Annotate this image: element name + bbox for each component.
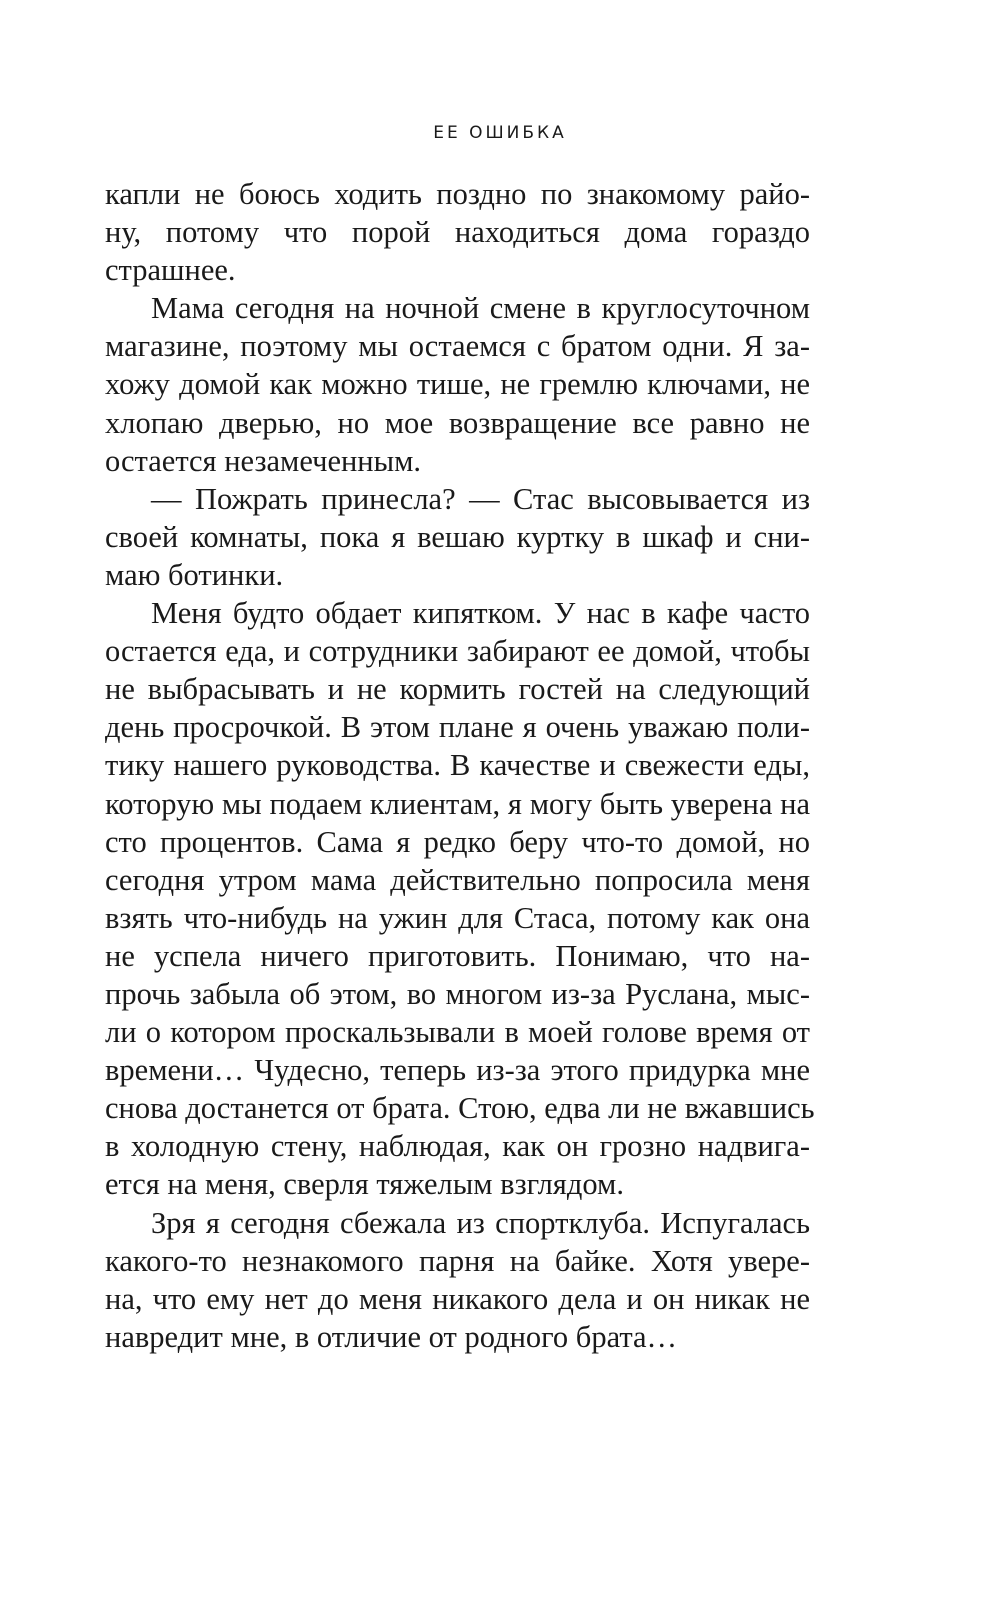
text-line: день просрочкой. В этом плане я очень уважаю поли-	[105, 710, 810, 745]
text-line: в холодную стену, наблюдая, как он грозно надвига-	[105, 1129, 810, 1164]
text-line: маю ботинки.	[105, 557, 284, 592]
text-line: взять что-нибудь на ужин для Стаса, потому как она	[105, 900, 810, 935]
text-line: навредит мне, в отличие от родного брата…	[105, 1319, 678, 1354]
text-line: остается незамеченным.	[105, 443, 422, 478]
text-line: сегодня утром мама действительно попросила меня	[105, 862, 810, 897]
text-line: своей комнаты, пока я вешаю куртку в шкаф и сни-	[105, 519, 810, 554]
text-line: ется на меня, сверля тяжелым взглядом.	[105, 1167, 624, 1202]
text-line: сто процентов. Сама я редко беру что-то домой, но	[105, 824, 810, 859]
paragraph-5	[105, 1204, 810, 1356]
paragraph-4	[105, 594, 815, 1204]
text-line: ну, потому что порой находиться дома гораздо	[105, 215, 810, 250]
text-line: ли о котором проскальзывали в моей голове время от	[105, 1015, 810, 1050]
text-line: тику нашего руководства. В качестве и свежести еды,	[105, 748, 810, 783]
text-line: не выбрасывать и не кормить гостей на следующий	[105, 672, 810, 707]
text-line: Мама сегодня на ночной смене в круглосуточном	[151, 291, 810, 326]
text-line: времени… Чудесно, теперь из-за этого придурка мне	[105, 1053, 810, 1088]
text-line: какого-то незнакомого парня на байке. Хотя увере-	[105, 1243, 810, 1278]
running-head-title: ЕЕ ОШИБКА	[433, 123, 567, 143]
text-line: Меня будто обдает кипятком. У нас в кафе часто	[151, 596, 810, 631]
text-line: магазине, поэтому мы остаемся с братом одни. Я за-	[105, 329, 810, 364]
text-line: хожу домой как можно тише, не гремлю ключами, не	[105, 367, 810, 402]
text-line: не успела ничего приготовить. Понимаю, что на-	[105, 938, 810, 973]
text-line: остается еда, и сотрудники забирают ее домой, чтобы	[105, 634, 810, 669]
text-line: капли не боюсь ходить поздно по знакомому райо-	[105, 177, 810, 211]
body-text	[105, 175, 815, 1356]
paragraph-1	[105, 175, 810, 289]
text-line: снова достанется от брата. Стою, едва ли не вжавшись	[105, 1091, 815, 1126]
text-line: страшнее.	[105, 253, 236, 288]
paragraph-2	[105, 289, 810, 479]
text-line: — Пожрать принесла? — Стас высовывается из	[151, 481, 810, 516]
text-line: которую мы подаем клиентам, я могу быть уверена на	[105, 786, 810, 821]
paragraph-3	[105, 480, 810, 594]
text-line: на, что ему нет до меня никакого дела и он никак не	[105, 1281, 810, 1316]
text-line: хлопаю дверью, но мое возвращение все равно не	[105, 405, 810, 440]
text-line: Зря я сегодня сбежала из спортклуба. Испугалась	[151, 1205, 810, 1240]
text-line: прочь забыла об этом, во многом из-за Руслана, мыс-	[105, 976, 810, 1011]
